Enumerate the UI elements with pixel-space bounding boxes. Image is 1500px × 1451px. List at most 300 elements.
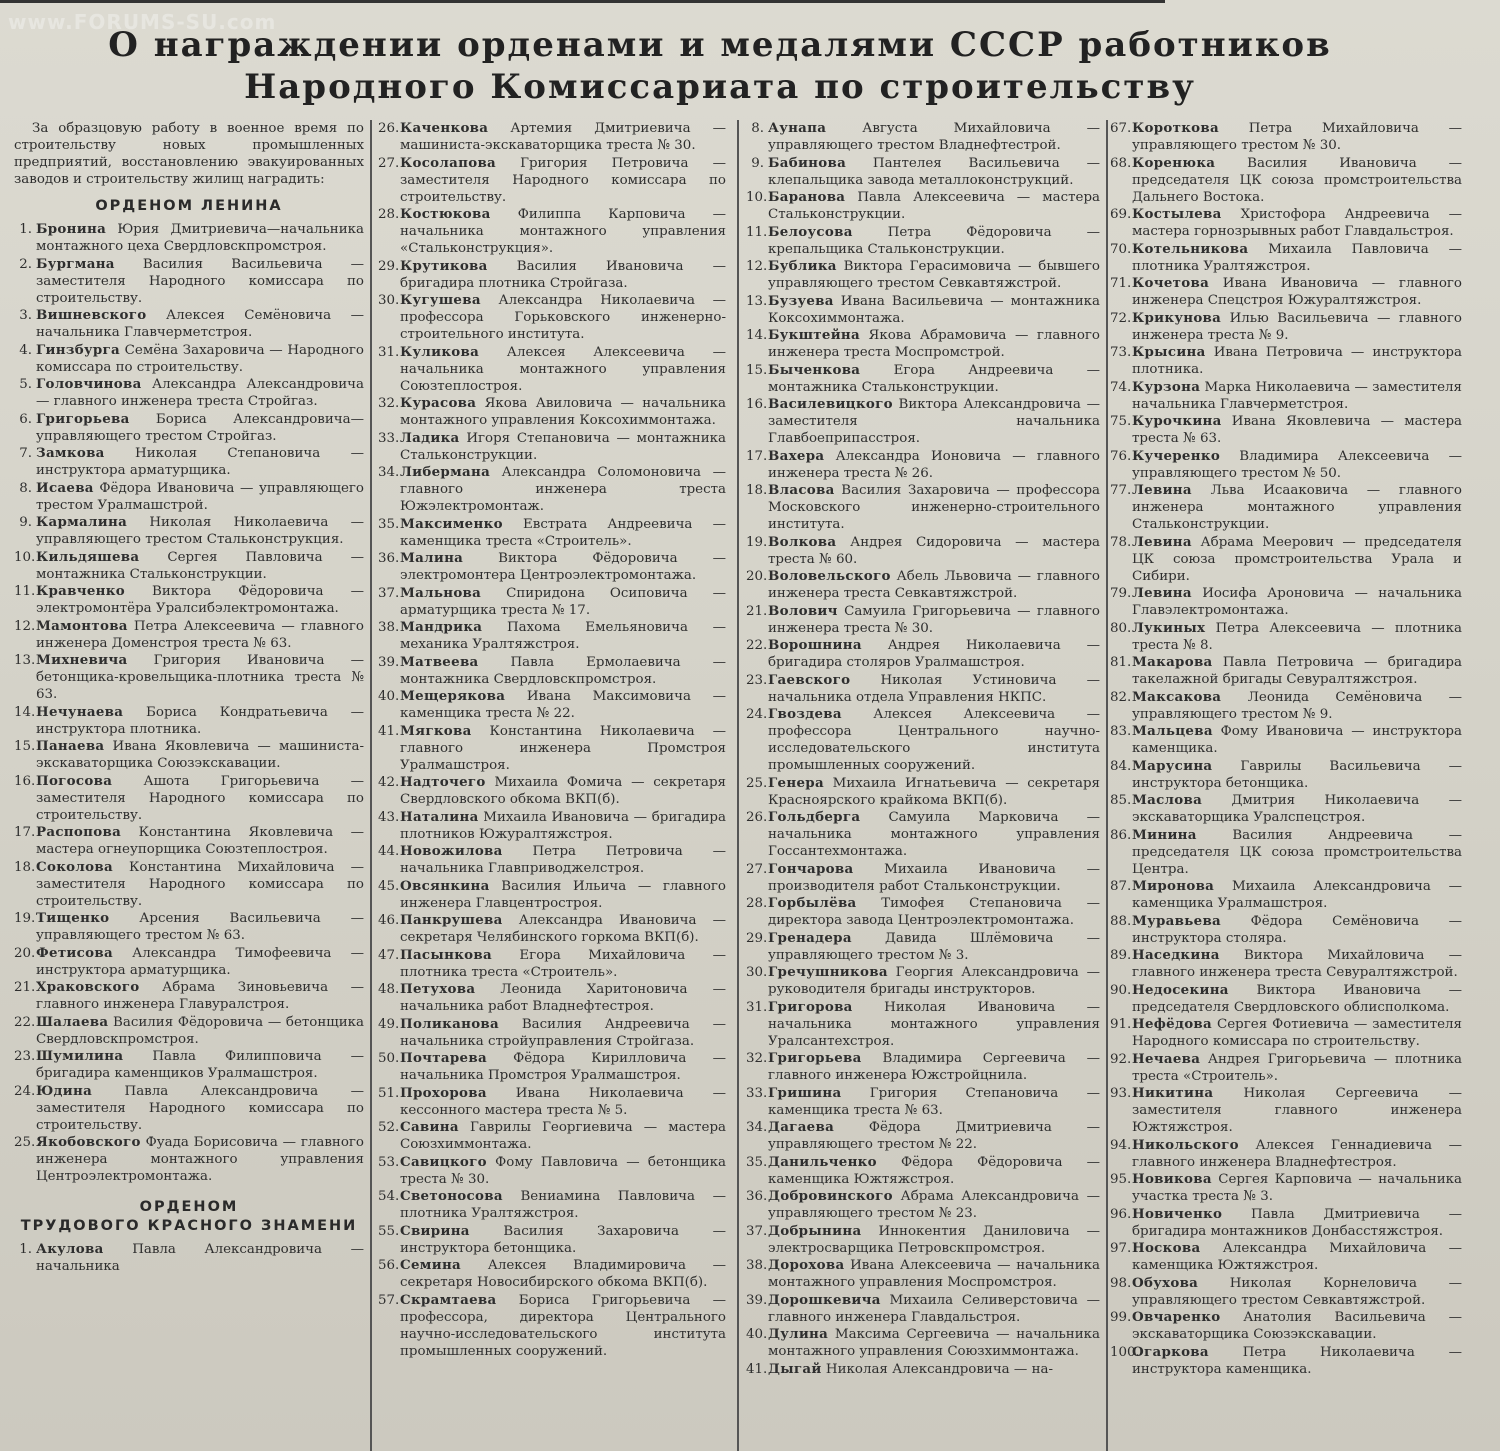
entry-details: Виктора Фёдоровича — электромонтёра Уралсибэлектромонтажа. (36, 584, 364, 616)
entry-details: Абрама Зиновьевича — главного инженера Главуралстроя. (36, 980, 364, 1012)
entry-number: 12. (14, 618, 36, 634)
entry-details: Андрея Григорьевича — плотника треста «Строитель». (1132, 1051, 1462, 1084)
entry-details: Николая Устиновича — начальника отдела Управления НКПС. (768, 672, 1100, 705)
entry-details: Егора Михайловича — плотника треста «Строитель». (400, 947, 726, 980)
entry-number: 15. (746, 362, 768, 378)
entry-surname: Бублика (768, 258, 837, 274)
entry-details: Петра Алексеевича — главного инженера Доменстроя треста № 63. (36, 618, 364, 651)
entry-surname: Исаева (36, 479, 94, 496)
entry-surname: Крикунова (1132, 309, 1222, 326)
entry-number: 96. (1110, 1206, 1132, 1222)
entry-number: 32. (746, 1051, 768, 1066)
entry-number: 19. (14, 911, 36, 926)
award-entry (14, 1048, 364, 1082)
entry-number: 9. (19, 515, 32, 530)
entry-details: Абрама Александровича — управляющего трестом № 23. (768, 1189, 1100, 1221)
entry-details: Фёдора Семёновича — инструктора столяра. (1132, 913, 1462, 946)
entry-details: Ивана Яковлевича — мастера треста № 63. (1132, 414, 1462, 446)
entry-surname: Косолапова (400, 154, 497, 171)
entry-number: 35. (746, 1154, 768, 1170)
entry-details: Иннокентия Даниловича — электросварщика Петровскпромстроя. (768, 1223, 1100, 1256)
entry-details: Евстрата Андреевича — каменщика треста «Строитель». (400, 516, 726, 549)
entry-number: 75. (1110, 414, 1132, 429)
award-entry (378, 395, 726, 429)
entry-surname: Гинзбурга (36, 341, 120, 358)
award-entry (1110, 947, 1462, 981)
entry-number: 78. (1110, 534, 1132, 550)
entry-details: Спиридона Осиповича — арматурщика треста № 17. (400, 585, 726, 618)
entry-surname: Почтарева (400, 1050, 487, 1066)
award-entry (1110, 654, 1462, 688)
award-entry (14, 979, 364, 1013)
entry-details: Фёдора Кирилловича — начальника Промстроя Уралмашстроя. (400, 1051, 726, 1083)
award-entry (378, 947, 726, 981)
award-entry (378, 550, 726, 584)
entry-details: Анатолия Васильевича — экскаваторщика Союзэкскавации. (1132, 1310, 1462, 1342)
entry-surname: Нечунаева (36, 703, 124, 720)
entry-details: Михаила Игнатьевича — секретаря Красноярского крайкома ВКП(б). (768, 775, 1100, 808)
entry-number: 47. (378, 947, 400, 963)
entry-number: 72. (1110, 310, 1132, 326)
entry-surname: Гришина (768, 1084, 842, 1101)
award-entry (378, 585, 726, 619)
entry-number: 36. (746, 1189, 768, 1204)
entry-number: 74. (1110, 379, 1132, 395)
entry-details: Михаила Александровича — каменщика Уралмашстроя. (1132, 879, 1462, 911)
entry-surname: Вахера (768, 447, 825, 464)
entry-number: 27. (378, 155, 400, 171)
award-entry (746, 448, 1100, 482)
entry-surname: Маслова (1132, 792, 1203, 808)
award-entry (746, 895, 1100, 929)
entry-number: 81. (1110, 655, 1132, 670)
entry-details: Петра Михайловича — управляющего трестом № 30. (1132, 121, 1462, 153)
entry-number: 39. (746, 1292, 768, 1308)
column-3 (746, 120, 1100, 1451)
entry-surname: Нефёдова (1132, 1016, 1213, 1032)
entry-number: 23. (746, 672, 768, 688)
entry-details: Григория Степановича — каменщика треста № 63. (768, 1085, 1100, 1118)
entry-surname: Быченкова (768, 361, 861, 378)
entry-surname: Гречушникова (768, 964, 888, 980)
entry-number: 5. (19, 377, 32, 392)
entry-surname: Савина (400, 1119, 459, 1135)
entry-details: Николая Сергеевича — заместителя главного инженера Южтяжстроя. (1132, 1086, 1462, 1135)
award-entry (378, 206, 726, 257)
entry-surname: Шалаева (36, 1013, 109, 1030)
entry-details: Петра Николаевича — инструктора каменщика. (1132, 1344, 1462, 1377)
entry-number: 87. (1110, 879, 1132, 894)
award-entry (746, 1154, 1100, 1188)
entry-number: 18. (746, 483, 768, 498)
entry-surname: Гаевского (768, 671, 851, 688)
entry-number: 19. (746, 534, 768, 550)
entry-number: 37. (378, 585, 400, 601)
watermark: www.FORUMS-SU.com (8, 10, 277, 34)
entry-surname: Данильченко (768, 1153, 877, 1170)
entry-surname: Наталина (400, 808, 479, 825)
award-entry (746, 930, 1100, 964)
entry-surname: Малина (400, 550, 464, 566)
entry-details: Андрея Сидоровича — мастера треста № 60. (768, 534, 1100, 567)
entry-surname: Носкова (1132, 1240, 1201, 1256)
award-entry (1110, 206, 1462, 240)
entry-number: 50. (378, 1051, 400, 1066)
entry-details: Павла Александровича — заместителя Народного комиссара по строительству. (36, 1083, 364, 1133)
award-entry (746, 155, 1100, 189)
entry-details: Марка Николаевича — заместителя начальника Главчерметстроя. (1132, 379, 1462, 412)
award-entry (1110, 1137, 1462, 1171)
award-entry (378, 1188, 726, 1222)
award-entry (378, 843, 726, 877)
entry-number: 29. (746, 930, 768, 946)
entry-details: Леонида Семёновича — управляющего трестом № 9. (1132, 689, 1462, 722)
entry-surname: Распопова (36, 824, 122, 840)
entry-details: Гаврилы Васильевича — инструктора бетонщика. (1132, 758, 1462, 791)
entry-details: Александра Ионовича — главного инженера треста № 26. (768, 448, 1100, 481)
entry-surname: Григорьева (768, 1050, 862, 1066)
entry-surname: Дорохова (768, 1257, 845, 1273)
col2-list (378, 120, 726, 1360)
entry-surname: Храковского (36, 979, 140, 995)
entry-number: 11. (746, 224, 768, 240)
award-entry (1110, 379, 1462, 413)
entry-surname: Коренюка (1132, 154, 1216, 171)
entry-details: Петра Петровича — начальника Главприводжелстроя. (400, 844, 726, 876)
entry-surname: Дыгай (768, 1360, 822, 1377)
entry-details: Фёдора Дмитриевича — управляющего трестом № 22. (768, 1120, 1100, 1152)
entry-number: 15. (14, 739, 36, 754)
entry-number: 30. (378, 293, 400, 308)
award-entry (746, 1119, 1100, 1153)
entry-surname: Миронова (1132, 878, 1215, 894)
award-entry (1110, 155, 1462, 206)
entry-details: Петра Алексеевича — плотника треста № 8. (1132, 620, 1462, 653)
entry-number: 25. (14, 1135, 36, 1150)
entry-details: Христофора Андреевича — мастера горнозрывных работ Главдальстроя. (1132, 207, 1462, 239)
award-entry (1110, 585, 1462, 619)
award-entry (378, 654, 726, 688)
entry-surname: Белоусова (768, 223, 853, 240)
award-entry (746, 1223, 1100, 1257)
entry-number: 23. (14, 1049, 36, 1064)
entry-details: Алексея Алексеевича — начальника монтажного управления Союзтеплостроя. (400, 344, 726, 394)
award-entry (1110, 310, 1462, 344)
award-entry (14, 307, 364, 341)
entry-number: 16. (14, 773, 36, 789)
section-labor-line-2: ТРУДОВОГО КРАСНОГО ЗНАМЕНИ (20, 1218, 358, 1234)
entry-details: Василия Фёдоровича — бетонщика Свердловскпромстроя. (36, 1014, 364, 1047)
entry-number: 69. (1110, 207, 1132, 222)
award-entry (14, 549, 364, 583)
entry-number: 41. (378, 723, 400, 739)
entry-number: 100. (1110, 1344, 1140, 1360)
entry-number: 6. (19, 411, 32, 427)
entry-details: Якова Абрамовича — главного инженера треста Моспромстрой. (768, 328, 1100, 360)
entry-surname: Котельникова (1132, 240, 1249, 257)
entry-number: 25. (746, 775, 768, 791)
entry-surname: Максименко (400, 515, 503, 532)
award-entry (1110, 1344, 1462, 1378)
entry-details: Григория Ивановича — бетонщика-кровельщика-плотника треста № 63. (36, 653, 364, 702)
entry-number: 3. (19, 308, 32, 323)
entry-surname: Свирина (400, 1222, 470, 1239)
entry-details: Артемия Дмитриевича — машиниста-экскаваторщика треста № 30. (400, 121, 726, 153)
entry-details: Василия Андреевича — председателя ЦК союза промстроительства Центра. (1132, 827, 1462, 877)
entry-number: 41. (746, 1361, 768, 1377)
award-entry (1110, 689, 1462, 723)
entry-details: Якова Авиловича — начальника монтажного управления Коксохиммонтажа. (400, 396, 726, 428)
award-entry (14, 618, 364, 652)
entry-surname: Овчаренко (1132, 1309, 1221, 1325)
entry-surname: Гончарова (768, 860, 854, 877)
award-entry (14, 773, 364, 824)
entry-surname: Михневича (36, 652, 128, 668)
award-entry (378, 1119, 726, 1153)
entry-number: 48. (378, 982, 400, 997)
headline (0, 24, 1440, 108)
award-entry (1110, 275, 1462, 309)
entry-details: Абрама Меерович — председателя ЦК союза промстроительства Урала и Сибири. (1132, 534, 1462, 584)
entry-number: 26. (378, 121, 400, 136)
entry-surname: Шумилина (36, 1048, 124, 1064)
entry-number: 21. (14, 980, 36, 995)
entry-number: 22. (746, 638, 768, 653)
entry-surname: Скрамтаева (400, 1291, 497, 1308)
entry-surname: Гвоздева (768, 706, 842, 722)
entry-details: Павла Александровича — начальника (36, 1242, 364, 1274)
entry-details: Бориса Александровича—управляющего трестом Стройгаз. (36, 411, 364, 444)
entry-details: Николая Ивановича — начальника монтажного управления Уралсантехстроя. (768, 999, 1100, 1049)
entry-details: Виктора Михайловича — главного инженера треста Севуралтяжстрой. (1132, 948, 1462, 980)
award-entry (14, 704, 364, 738)
award-entry (14, 342, 364, 376)
entry-surname: Никитина (1132, 1085, 1214, 1101)
entry-surname: Якобовского (36, 1134, 141, 1150)
entry-surname: Воловельского (768, 568, 891, 584)
entry-surname: Максакова (1132, 688, 1222, 705)
award-entry (1110, 413, 1462, 447)
entry-surname: Овсянкина (400, 877, 490, 894)
entry-surname: Мальнова (400, 584, 482, 601)
entry-surname: Марусина (1132, 757, 1213, 774)
award-entry (746, 224, 1100, 258)
entry-surname: Минина (1132, 826, 1197, 843)
entry-number: 84. (1110, 758, 1132, 774)
entry-number: 90. (1110, 982, 1132, 998)
award-entry (14, 1014, 364, 1048)
entry-surname: Панкрушева (400, 912, 503, 928)
entry-surname: Огаркова (1132, 1343, 1209, 1360)
award-entry (14, 256, 364, 307)
entry-surname: Панаева (36, 738, 105, 754)
section-order-of-lenin: ОРДЕНОМ ЛЕНИНА (95, 198, 283, 214)
entry-details: Андрея Николаевича — бригадира столяров Уралмашстроя. (768, 638, 1100, 670)
award-entry (746, 568, 1100, 602)
entry-number: 55. (378, 1223, 400, 1239)
award-entry (1110, 982, 1462, 1016)
entry-number: 17. (746, 448, 768, 464)
entry-number: 33. (746, 1085, 768, 1101)
entry-surname: Дулина (768, 1326, 829, 1342)
entry-surname: Генера (768, 774, 824, 791)
entry-surname: Фетисова (36, 944, 113, 961)
award-entry (378, 1016, 726, 1050)
entry-surname: Никольского (1132, 1136, 1239, 1153)
entry-number: 38. (378, 620, 400, 635)
entry-details: Абель Львовича — главного инженера треста Севкавтяжстрой. (768, 569, 1100, 601)
award-entry (746, 482, 1100, 533)
entry-details: Ивана Петровича — инструктора плотника. (1132, 345, 1462, 377)
entry-surname: Мандрика (400, 619, 483, 635)
entry-surname: Гренадера (768, 929, 852, 946)
entry-surname: Григорьева (36, 410, 130, 427)
award-entry (378, 774, 726, 808)
entry-number: 92. (1110, 1051, 1132, 1067)
award-entry (1110, 827, 1462, 878)
entry-number: 10. (746, 190, 768, 205)
entry-surname: Григорова (768, 998, 853, 1015)
entry-number: 91. (1110, 1017, 1132, 1032)
entry-details: Августа Михайловича — управляющего трестом Владнефтестрой. (768, 121, 1100, 153)
entry-surname: Лукиных (1132, 619, 1206, 636)
entry-number: 34. (378, 465, 400, 480)
entry-number: 36. (378, 551, 400, 566)
entry-number: 35. (378, 516, 400, 532)
entry-details: Бориса Кондратьевича — инструктора плотника. (36, 704, 364, 737)
entry-surname: Нечаева (1132, 1050, 1201, 1067)
award-entry (378, 1257, 726, 1291)
entry-number: 42. (378, 775, 400, 790)
award-entry (746, 1188, 1100, 1222)
award-entry (746, 362, 1100, 396)
award-entry (378, 155, 726, 206)
column-divider-2 (737, 120, 739, 1451)
entry-details: Иосифа Ароновича — начальника Главэлектромонтажа. (1132, 586, 1462, 618)
entry-details: Константина Михайловича — заместителя Народного комиссара по строительству. (36, 859, 364, 909)
entry-details: Николая Корнеловича — управляющего трестом Севкавтяжстрой. (1132, 1275, 1462, 1308)
entry-details: Александра Михайловича — каменщика Южтяжстроя. (1132, 1241, 1462, 1273)
entry-surname: Тищенко (36, 910, 110, 926)
entry-number: 1. (19, 1242, 32, 1257)
entry-details: Фёдора Ивановича — управляющего трестом Уралмашстрой. (36, 480, 364, 513)
award-entry (1110, 913, 1462, 947)
award-entry (746, 964, 1100, 998)
award-entry (14, 1241, 364, 1275)
entry-number: 29. (378, 258, 400, 274)
entry-number: 53. (378, 1154, 400, 1170)
entry-details: Николая Александровича — на- (821, 1361, 1054, 1377)
entry-details: Василия Захаровича — профессора Московского инженерно-строительного института. (768, 483, 1100, 532)
entry-surname: Власова (768, 482, 835, 498)
entry-number: 51. (378, 1085, 400, 1101)
award-entry (378, 464, 726, 515)
award-entry (378, 1223, 726, 1257)
entry-number: 33. (378, 430, 400, 446)
entry-number: 34. (746, 1120, 768, 1135)
entry-surname: Левина (1132, 482, 1192, 498)
entry-surname: Дорошкевича (768, 1291, 881, 1308)
headline-line-2: Народного Комиссариата по строительству (244, 67, 1196, 107)
entry-details: Ивана Яковлевича — машиниста-экскаваторщика Союзэкскавации. (36, 739, 364, 771)
entry-details: Фому Ивановича — инструктора каменщика. (1132, 724, 1462, 756)
col3-list (746, 120, 1100, 1378)
entry-number: 97. (1110, 1241, 1132, 1256)
award-entry (378, 430, 726, 464)
entry-details: Павла Ермолаевича — монтажника Свердловскпромстроя. (400, 654, 726, 687)
entry-surname: Головчинова (36, 376, 142, 392)
award-entry (1110, 1206, 1462, 1240)
award-entry (746, 672, 1100, 706)
entry-details: Арсения Васильевича — управляющего трестом № 63. (36, 911, 364, 943)
entry-surname: Бузуева (768, 292, 834, 309)
intro-paragraph: За образцовую работу в военное время по строительству новых промышленных предприятий, восстановлению эвакуированных заводов и строительству жилищ наградить: (14, 121, 364, 187)
award-entry (746, 603, 1100, 637)
entry-surname: Букштейна (768, 327, 861, 343)
entry-details: Фому Павловича — бетонщика треста № 30. (400, 1154, 726, 1187)
entry-surname: Крысина (1132, 344, 1206, 360)
entry-details: Алексея Семёновича — начальника Главчерметстроя. (36, 308, 364, 340)
entry-details: Николая Николаевича — управляющего трестом Стальконструкция. (36, 515, 364, 547)
entry-details: Максима Сергеевича — начальника монтажного управления Союзхиммонтажа. (768, 1327, 1100, 1359)
entry-details: Константина Яковлевича — мастера огнеупорщика Союзтеплостроя. (36, 825, 364, 857)
entry-details: Льва Исааковича — главного инженера монтажного управления Стальконструкции. (1132, 483, 1462, 532)
entry-number: 8. (19, 480, 32, 496)
award-entry (1110, 1085, 1462, 1136)
entry-details: Ивана Васильевича — монтажника Коксохиммонтажа. (768, 293, 1100, 326)
headline-line-1: О награждении орденами и медалями СССР работников (108, 25, 1332, 65)
entry-surname: Мещерякова (400, 688, 506, 704)
entry-number: 40. (378, 689, 400, 704)
award-entry (378, 1154, 726, 1188)
entry-number: 68. (1110, 155, 1132, 171)
entry-number: 24. (746, 707, 768, 722)
entry-number: 80. (1110, 620, 1132, 636)
entry-number: 13. (746, 293, 768, 309)
entry-details: Давида Шлёмовича — управляющего трестом № 3. (768, 930, 1100, 963)
entry-number: 46. (378, 913, 400, 928)
award-entry (14, 1083, 364, 1134)
entry-details: Леонида Харитоновича — начальника работ Владнефтестроя. (400, 982, 726, 1014)
award-entry (746, 706, 1100, 774)
entry-details: Сергея Фотиевича — заместителя Народного комиссара по строительству. (1132, 1017, 1462, 1049)
entry-surname: Кильдяшева (36, 548, 140, 565)
entry-surname: Новикова (1132, 1171, 1212, 1187)
entry-number: 76. (1110, 448, 1132, 464)
entry-surname: Курзона (1132, 378, 1201, 395)
entry-number: 1. (19, 222, 32, 237)
award-entry (1110, 120, 1462, 154)
entry-surname: Акулова (36, 1241, 104, 1257)
entry-number: 38. (746, 1258, 768, 1273)
col4-list (1110, 120, 1462, 1378)
entry-details: Алексея Геннадиевича — главного инженера Владнефтестроя. (1132, 1137, 1462, 1170)
entry-surname: Аунапа (768, 120, 827, 136)
entry-details: Алексея Владимировича — секретаря Новосибирского обкома ВКП(б). (400, 1258, 726, 1290)
entry-number: 9. (751, 155, 764, 171)
entry-details: Илью Васильевича — главного инженера треста № 9. (1132, 310, 1462, 343)
award-entry (14, 738, 364, 772)
entry-surname: Крутикова (400, 257, 488, 274)
award-entry (746, 775, 1100, 809)
entry-details: Гаврилы Георгиевича — мастера Союзхиммонтажа. (400, 1120, 726, 1152)
award-entry (1110, 1171, 1462, 1205)
award-entry (1110, 723, 1462, 757)
entry-details: Пахома Емельяновича — механика Уралтяжстроя. (400, 620, 726, 652)
entry-number: 39. (378, 654, 400, 670)
entry-details: Виктора Ивановича — председателя Свердловского облисполкома. (1132, 982, 1462, 1015)
entry-number: 71. (1110, 276, 1132, 291)
